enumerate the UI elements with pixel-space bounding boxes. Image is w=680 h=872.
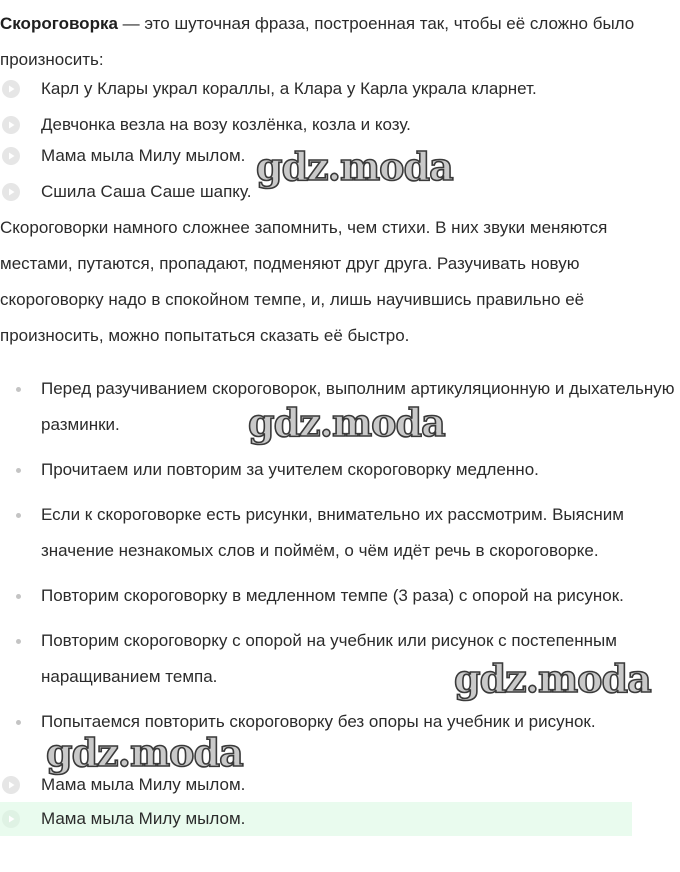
watermark: gdz.moda	[248, 400, 445, 445]
example-row-1	[0, 72, 680, 106]
example-text: Карл у Клары украл кораллы, а Клара у Карла украла кларнет.	[41, 79, 537, 98]
step-text: Перед разучиванием скороговорок, выполним артикуляционную и дыхательную разминки.	[41, 379, 675, 434]
step-text: Повторим скороговорку с опорой на учебник или рисунок с постепенным наращиванием темпа.	[41, 631, 617, 686]
example-row-2	[0, 108, 680, 142]
play-icon[interactable]	[2, 810, 20, 828]
intro-term: Скороговорка	[0, 14, 118, 33]
play-icon[interactable]	[2, 776, 20, 794]
audio-row-1	[0, 768, 680, 802]
play-icon[interactable]	[2, 116, 20, 134]
bullet-dot-icon	[16, 468, 21, 473]
audio-text: Мама мыла Милу мылом.	[41, 775, 246, 794]
bullet-dot-icon	[16, 513, 21, 518]
step-text: Попытаемся повторить скороговорку без опоры на учебник и рисунок.	[41, 712, 596, 731]
bullet-dot-icon	[16, 639, 21, 644]
body-paragraph: Скороговорки намного сложнее запомнить, чем стихи. В них звуки меняются местами, путаются, пропадают, подменяют друг друга. Разучивать новую скороговорку надо в спокойном темпе, и, лишь научившись правильно её произносить, можно попытаться сказать её быстро.	[0, 218, 608, 345]
bullet-dot-icon	[16, 720, 21, 725]
example-row-3	[0, 139, 680, 173]
watermark: gdz.moda	[256, 144, 453, 189]
example-text: Девчонка везла на возу козлёнка, козла и козу.	[41, 115, 411, 134]
intro-paragraph	[0, 6, 676, 78]
step-text: Прочитаем или повторим за учителем скороговорку медленно.	[41, 460, 539, 479]
step-text: Если к скороговорке есть рисунки, внимательно их рассмотрим. Выясним значение незнакомых слов и поймём, о чём идёт речь в скороговорке.	[41, 505, 624, 560]
play-icon[interactable]	[2, 80, 20, 98]
play-icon[interactable]	[2, 147, 20, 165]
audio-text: Мама мыла Милу мылом.	[41, 809, 246, 828]
step-text: Повторим скороговорку в медленном темпе (3 раза) с опорой на рисунок.	[41, 586, 624, 605]
audio-row-2-highlighted	[0, 802, 632, 836]
play-icon[interactable]	[2, 183, 20, 201]
bullet-dot-icon	[16, 387, 21, 392]
bullet-dot-icon	[16, 594, 21, 599]
example-text: Сшила Саша Саше шапку.	[41, 182, 252, 201]
watermark: gdz.moda	[46, 730, 243, 775]
intro-definition: — это шуточная фраза, построенная так, чтобы её сложно было произносить:	[0, 14, 635, 69]
example-row-4	[0, 175, 680, 209]
example-text: Мама мыла Милу мылом.	[41, 146, 246, 165]
watermark: gdz.moda	[454, 656, 651, 701]
